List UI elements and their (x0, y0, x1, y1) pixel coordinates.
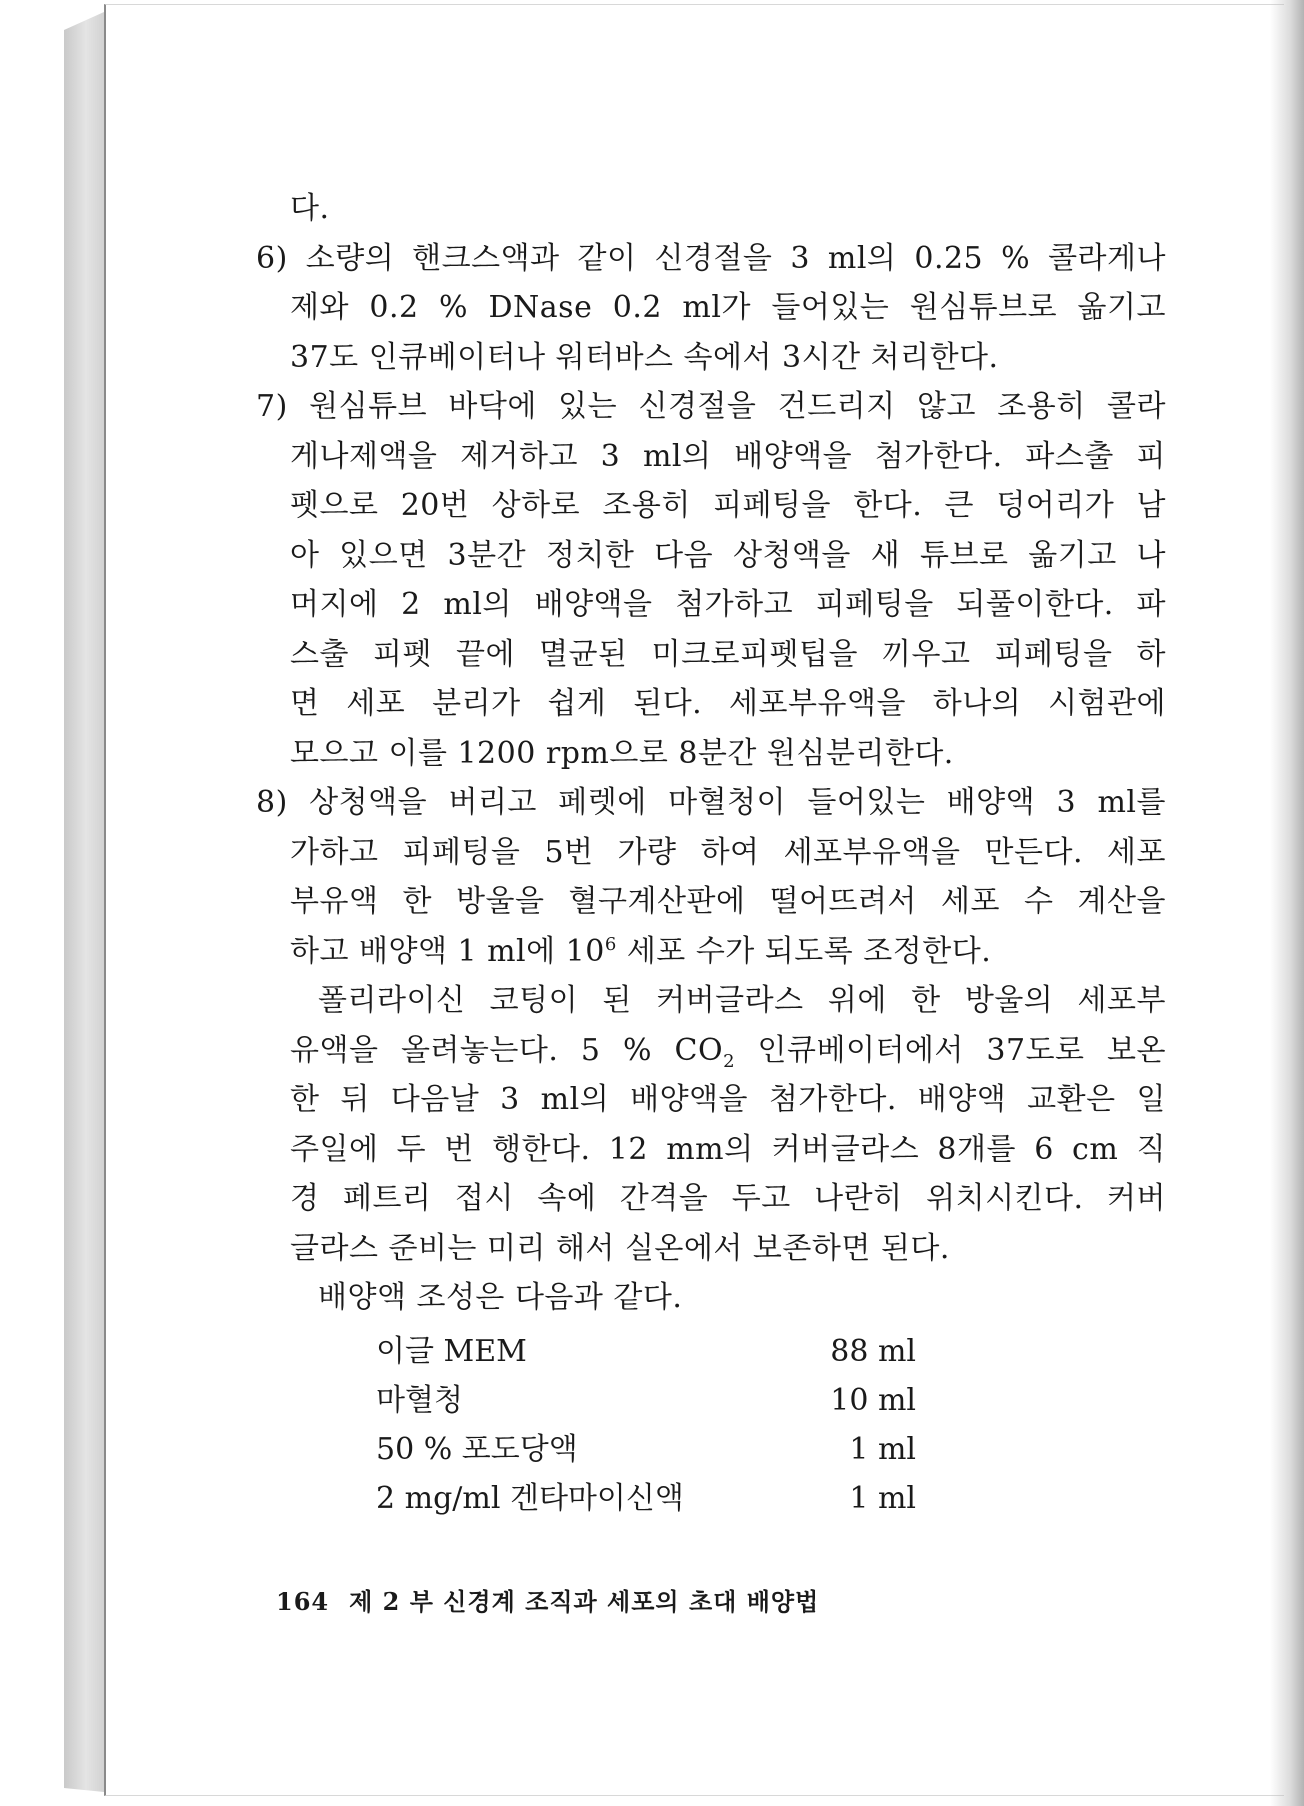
recipe-intro: 배양액 조성은 다음과 같다. (318, 1280, 683, 1315)
recipe-amount: 10 ml (830, 1383, 916, 1418)
superscript: 6 (604, 933, 617, 955)
recipe-amount: 1 ml (849, 1432, 916, 1467)
text-line: 부유액 한 방울을 혈구계산판에 떨어뜨려서 세포 수 계산을 (290, 884, 1166, 919)
recipe-row (376, 1474, 916, 1523)
text-line: 게나제액을 제거하고 3 ml의 배양액을 첨가한다. 파스출 피 (290, 438, 1166, 474)
recipe-row (376, 1425, 916, 1474)
text-line (290, 1026, 1166, 1076)
text-line: 스출 피펫 끝에 멸균된 미크로피펫팁을 끼우고 피페팅을 하 (290, 636, 1166, 672)
recipe-amount: 88 ml (830, 1334, 916, 1369)
text-span: 원심튜브 바닥에 있는 신경절을 건드리지 않고 조용히 콜라 (309, 389, 1166, 424)
page-shadow (1270, 0, 1304, 1806)
item-number: 8) (256, 785, 288, 820)
text-line: 면 세포 분리가 쉽게 된다. 세포부유액을 하나의 시험관에 (290, 686, 1166, 721)
recipe-name: 마혈청 (376, 1383, 463, 1418)
recipe-table (376, 1327, 916, 1523)
book-edge (64, 12, 104, 1792)
text-line: 가하고 피페팅을 5번 가량 하여 세포부유액을 만든다. 세포 (290, 834, 1166, 870)
text-span: 상청액을 버리고 페렛에 마혈청이 들어있는 배양액 3 ml를 (309, 785, 1166, 820)
list-item-6 (256, 234, 1166, 383)
text-line: 모으고 이를 1200 rpm으로 8분간 원심분리한다. (290, 735, 954, 771)
text-line: 펫으로 20번 상하로 조용히 피페팅을 한다. 큰 덩어리가 남 (290, 488, 1166, 523)
list-item-8 (256, 778, 1166, 976)
recipe-name: 2 mg/ml 겐타마이신액 (376, 1481, 684, 1516)
recipe-row (376, 1327, 916, 1376)
recipe-name: 이글 MEM (376, 1334, 527, 1369)
text-span: 폴리라이신 코팅이 된 커버글라스 위에 한 방울의 세포부 (318, 983, 1166, 1018)
page-number: 164 (276, 1587, 330, 1616)
paragraph (290, 976, 1166, 1273)
recipe-name: 50 % 포도당액 (376, 1432, 578, 1467)
page-footer (276, 1582, 819, 1617)
text-line (256, 382, 1166, 432)
text-line: 37도 인큐베이터나 워터바스 속에서 3시간 처리한다. (290, 339, 999, 375)
text-span: 소량의 핸크스액과 같이 신경절을 3 ml의 0.25 % 콜라게나 (305, 240, 1166, 276)
subscript: 2 (723, 1050, 736, 1072)
text-span: 인큐베이터에서 37도로 보온 (735, 1032, 1166, 1068)
text-line (256, 778, 1166, 828)
text-line: 한 뒤 다음날 3 ml의 배양액을 첨가한다. 배양액 교환은 일 (290, 1082, 1166, 1117)
text-span: 유액을 올려놓는다. 5 % CO (290, 1032, 724, 1068)
text-line: 주일에 두 번 행한다. 12 mm의 커버글라스 8개를 6 cm 직 (290, 1131, 1166, 1167)
text-line: 머지에 2 ml의 배양액을 첨가하고 피페팅을 되풀이한다. 파 (290, 587, 1166, 622)
item-number: 7) (256, 389, 288, 424)
text-span: 세포 수가 되도록 조정한다. (616, 933, 992, 969)
text-span: 하고 배양액 1 ml에 10 (290, 933, 605, 969)
text-line: 다. (290, 191, 330, 226)
running-title: 제 2 부 신경계 조직과 세포의 초대 배양법 (349, 1587, 820, 1616)
text-line (290, 927, 1166, 977)
text-line: 아 있으면 3분간 정치한 다음 상청액을 새 튜브로 옮기고 나 (290, 537, 1166, 573)
text-line (290, 976, 1166, 1026)
list-item-7 (256, 382, 1166, 778)
item-number: 6) (256, 240, 288, 276)
body-text (256, 184, 1166, 1323)
text-line (256, 234, 1166, 284)
text-line: 글라스 준비는 미리 해서 실온에서 보존하면 된다. (290, 1230, 950, 1266)
text-line: 경 페트리 접시 속에 간격을 두고 나란히 위치시킨다. 커버 (290, 1181, 1166, 1216)
recipe-row (376, 1376, 916, 1425)
text-line: 제와 0.2 % DNase 0.2 ml가 들어있는 원심튜브로 옮기고 (290, 290, 1166, 325)
recipe-amount: 1 ml (849, 1481, 916, 1516)
